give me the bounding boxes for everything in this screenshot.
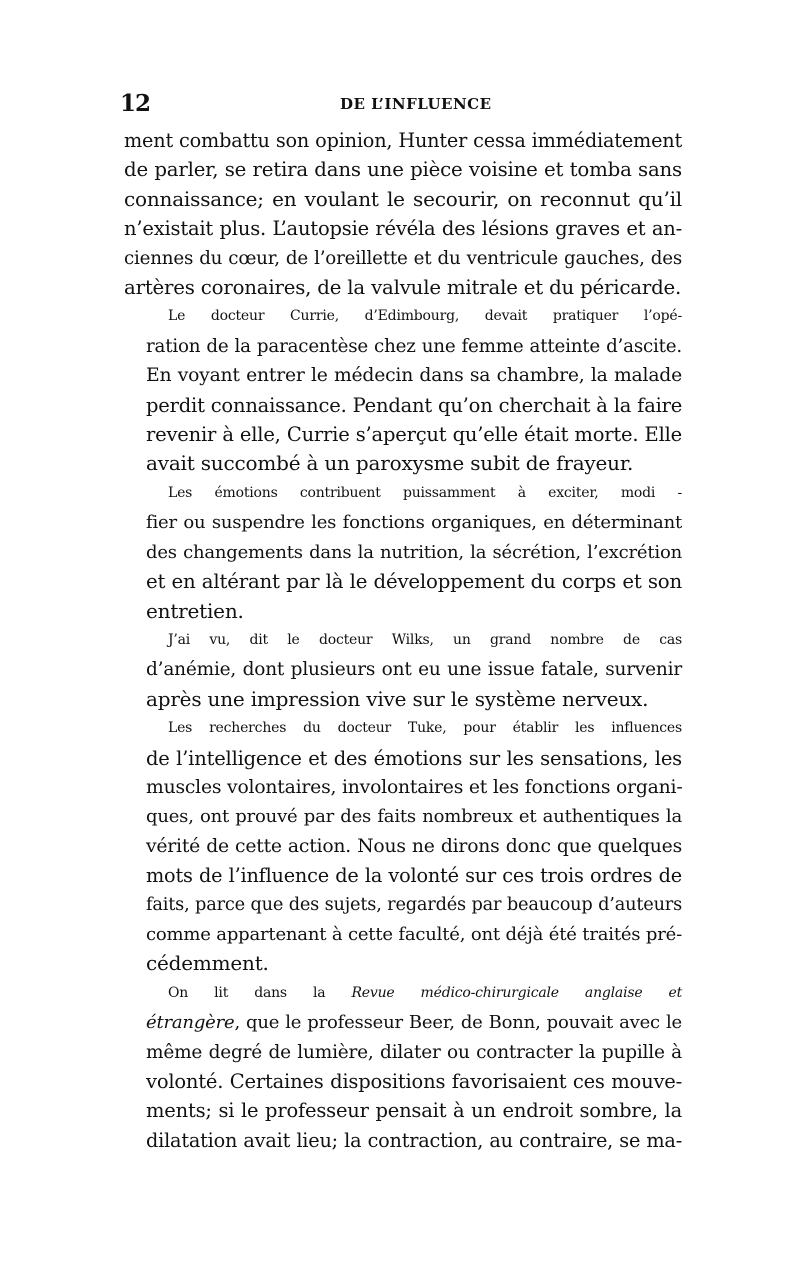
body-text bbox=[124, 126, 682, 1155]
text-line: vérité de cette action. Nous ne dirons donc que quelques bbox=[146, 835, 682, 857]
journal-title-italic: Revue médico-chirurgicale anglaise et bbox=[351, 984, 682, 1001]
text-line: volonté. Certaines dispositions favorisaient ces mouve- bbox=[146, 1070, 682, 1093]
text-line: après une impression vive sur le système nerveux. bbox=[146, 686, 649, 711]
paragraph-3 bbox=[124, 479, 682, 626]
paragraph-1 bbox=[124, 126, 682, 302]
text-line: de parler, se retira dans une pièce voisine et tomba sans bbox=[124, 158, 682, 182]
paragraph-2 bbox=[124, 302, 682, 478]
journal-title-italic: étrangère bbox=[146, 1012, 235, 1034]
text-line: même degré de lumière, dilater ou contracter la pupille à bbox=[146, 1041, 682, 1063]
text-line: dilatation avait lieu; la contraction, au contraire, se ma- bbox=[146, 1128, 682, 1152]
paragraph-5 bbox=[124, 714, 682, 979]
text-line: entretien. bbox=[146, 598, 244, 623]
text-line: faits, parce que des sujets, regardés par beaucoup d’auteurs bbox=[146, 894, 682, 915]
text-line: cédemment. bbox=[146, 951, 269, 976]
text-line: perdit connaissance. Pendant qu’on cherchait à la faire bbox=[146, 393, 683, 417]
text-line: mots de l’influence de la volonté sur ces trois ordres de bbox=[146, 864, 682, 888]
text-line: d’anémie, dont plusieurs ont eu une issue fatale, survenir bbox=[146, 659, 682, 681]
text-line: connaissance; en voulant le secourir, on reconnut qu’il bbox=[124, 186, 682, 211]
text-line: En voyant entrer le médecin dans sa chambre, la malade bbox=[146, 365, 682, 387]
text-line: artères coronaires, de la valvule mitrale et du péricarde. bbox=[124, 276, 682, 300]
text-line: ments; si le professeur pensait à un endroit sombre, la bbox=[146, 1099, 682, 1123]
text-line: fier ou suspendre les fonctions organiques, en déterminant bbox=[146, 512, 682, 534]
page-number: 12 bbox=[120, 90, 151, 117]
text-line: ques, ont prouvé par des faits nombreux et authentiques la bbox=[146, 806, 682, 828]
text-run: On lit dans la bbox=[168, 984, 352, 1001]
text-line: des changements dans la nutrition, la sécrétion, l’excrétion bbox=[146, 541, 682, 563]
text-line: ration de la paracentèse chez une femme atteinte d’ascite. bbox=[146, 335, 682, 357]
text-line: avait succombé à un paroxysme subit de frayeur. bbox=[146, 451, 634, 476]
text-line: revenir à elle, Currie s’aperçut qu’elle était morte. Elle bbox=[146, 423, 682, 447]
text-line bbox=[124, 1008, 682, 1037]
text-line: muscles volontaires, involontaires et les fonctions organi- bbox=[146, 776, 683, 798]
text-line bbox=[124, 979, 682, 1008]
text-run: , que le professeur Beer, de Bonn, pouvait avec le bbox=[234, 1012, 682, 1034]
text-line: Les recherches du docteur Tuke, pour établir les influences bbox=[168, 720, 682, 737]
text-line: J’ai vu, dit le docteur Wilks, un grand nombre de cas bbox=[168, 631, 682, 648]
text-line: ment combattu son opinion, Hunter cessa immédiatement bbox=[124, 129, 682, 152]
text-line: n’existait plus. L’autopsie révéla des lésions graves et an- bbox=[124, 217, 682, 241]
running-title: DE L’INFLUENCE bbox=[340, 95, 492, 113]
paragraph-6 bbox=[124, 979, 682, 1155]
text-line: de l’intelligence et des émotions sur les sensations, les bbox=[146, 746, 682, 770]
paragraph-4 bbox=[124, 626, 682, 714]
text-line: ciennes du cœur, de l’oreillette et du ventricule gauches, des bbox=[124, 247, 682, 269]
text-line: Le docteur Currie, d’Edimbourg, devait pratiquer l’opé- bbox=[168, 308, 682, 325]
running-head bbox=[120, 92, 680, 116]
text-line: et en altérant par là le développement du corps et son bbox=[146, 570, 682, 594]
text-line: Les émotions contribuent puissamment à exciter, modi - bbox=[168, 484, 682, 501]
text-line: comme appartenant à cette faculté, ont déjà été traités pré- bbox=[146, 923, 682, 945]
